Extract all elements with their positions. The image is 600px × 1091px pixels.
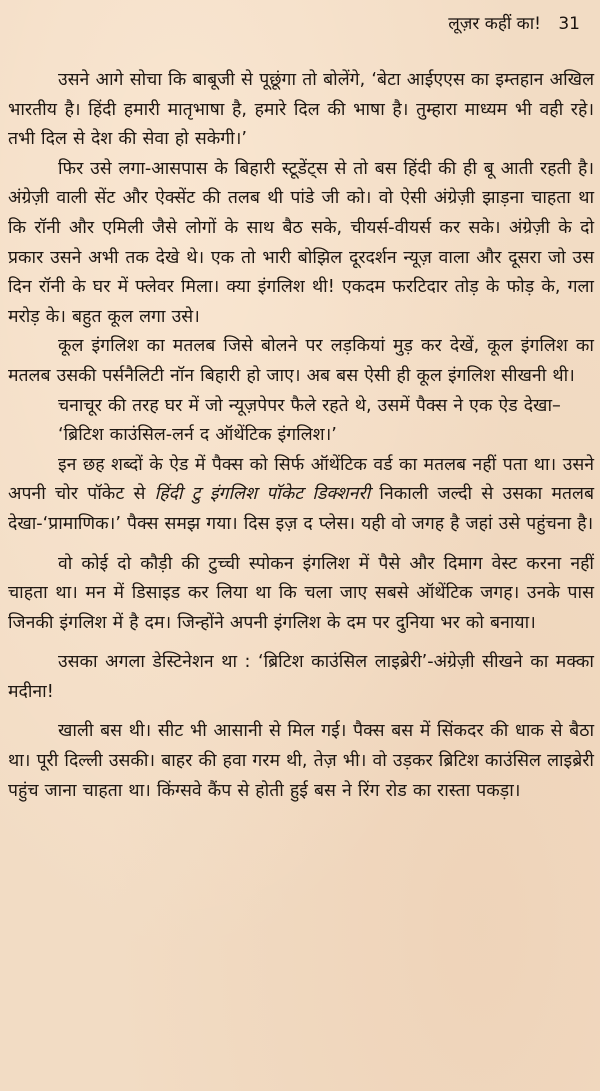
paragraph-2: फिर उसे लगा-आसपास के बिहारी स्टूडेंट्स से तो बस हिंदी की ही बू आती रहती है। अंग्रेज़ी वाली सेंट और ऐक्सेंट की तलब थी पांडे जी को। वो ऐसी अंग्रेज़ी झाड़ना चाहता था कि रॉनी और एमिली जैसे लोगों के साथ बैठ सके, चीयर्स-वीयर्स कर सके। अंग्रेज़ी के दो प्रकार उसने अभी तक देखे थे। एक तो भारी बोझिल दूरदर्शन न्यूज़ वाला और दूसरा जो उस दिन रॉनी के घर में फ्लेवर मिला। क्या इंगलिश थी! एकदम फरटिदार तोड़ के फोड़ के, गला मरोड़ के। बहुत कूल लगा उसे। (8, 158, 594, 327)
running-header (448, 12, 580, 36)
paragraph-6-end: निकाली जल्दी से उसका मतलब देखा-‘प्रामाणिक।’ पैक्स समझ गया। दिस इज़ द प्लेस। यही वो जगह है जहां उसे पहुंचना है। (8, 484, 595, 534)
paragraph-4: चनाचूर की तरह घर में जो न्यूज़पेपर फैले रहते थे, उसमें पैक्स ने एक ऐड देखा– (58, 395, 561, 416)
dictionary-title: हिंदी टु इंगलिश पॉकेट डिक्शनरी (154, 484, 371, 505)
paragraph-8: उसका अगला डेस्टिनेशन था : ‘ब्रिटिश काउंसिल लाइब्रेरी’-अंग्रेज़ी सीखने का मक्का मदीना! (8, 652, 594, 702)
paragraph-1: उसने आगे सोचा कि बाबूजी से पूछूंगा तो बोलेंगे, ‘बेटा आईएएस का इम्तहान अखिल भारतीय है। हिंदी हमारी मातृभाषा है, हमारे दिल की भाषा है। तुम्हारा माध्यम भी वही रहे। तभी दिल से देश की सेवा हो सकेगी।’ (8, 70, 594, 150)
paragraph-6-start: इन छह शब्दों के ऐड में पैक्स को सिर्फ ऑथेंटिक वर्ड का मतलब नहीं पता था। उसने अपनी चोर पॉकेट से (8, 454, 594, 505)
paragraph-3: कूल इंगलिश का मतलब जिसे बोलने पर लड़कियां मुड़ कर देखें, कूल इंगलिश का मतलब उसकी पर्सनैलिटी नॉन बिहारी हो जाए। अब बस ऐसी ही कूल इंगलिश सीखनी थी। (8, 336, 594, 386)
chapter-title: लूज़र कहीं का! (448, 14, 541, 34)
paragraph-9: खाली बस थी। सीट भी आसानी से मिल गई। पैक्स बस में सिंकदर की धाक से बैठा था। पूरी दिल्ली उसकी। बाहर की हवा गरम थी, तेज़ भी। वो उड़कर ब्रिटिश काउंसिल लाइब्रेरी पहुंच जाना चाहता था। किंग्सवे कैंप से होती हुई बस ने रिंग रोड का रास्ता पकड़ा। (8, 721, 594, 801)
paragraph-5: ‘ब्रिटिश काउंसिल-लर्न द ऑथेंटिक इंगलिश।’ (58, 425, 337, 446)
page-number: 31 (558, 14, 580, 34)
body-text (8, 66, 594, 806)
paragraph-7: वो कोई दो कौड़ी की टुच्ची स्पोकन इंगलिश में पैसे और दिमाग वेस्ट करना नहीं चाहता था। मन में डिसाइड कर लिया था कि चला जाए सबसे ऑथेंटिक जगह। उनके पास जिनकी इंगलिश में है दम। जिन्होंने अपनी इंगलिश के दम पर दुनिया भर को बनाया। (8, 553, 594, 633)
paragraph-6 (8, 451, 594, 540)
